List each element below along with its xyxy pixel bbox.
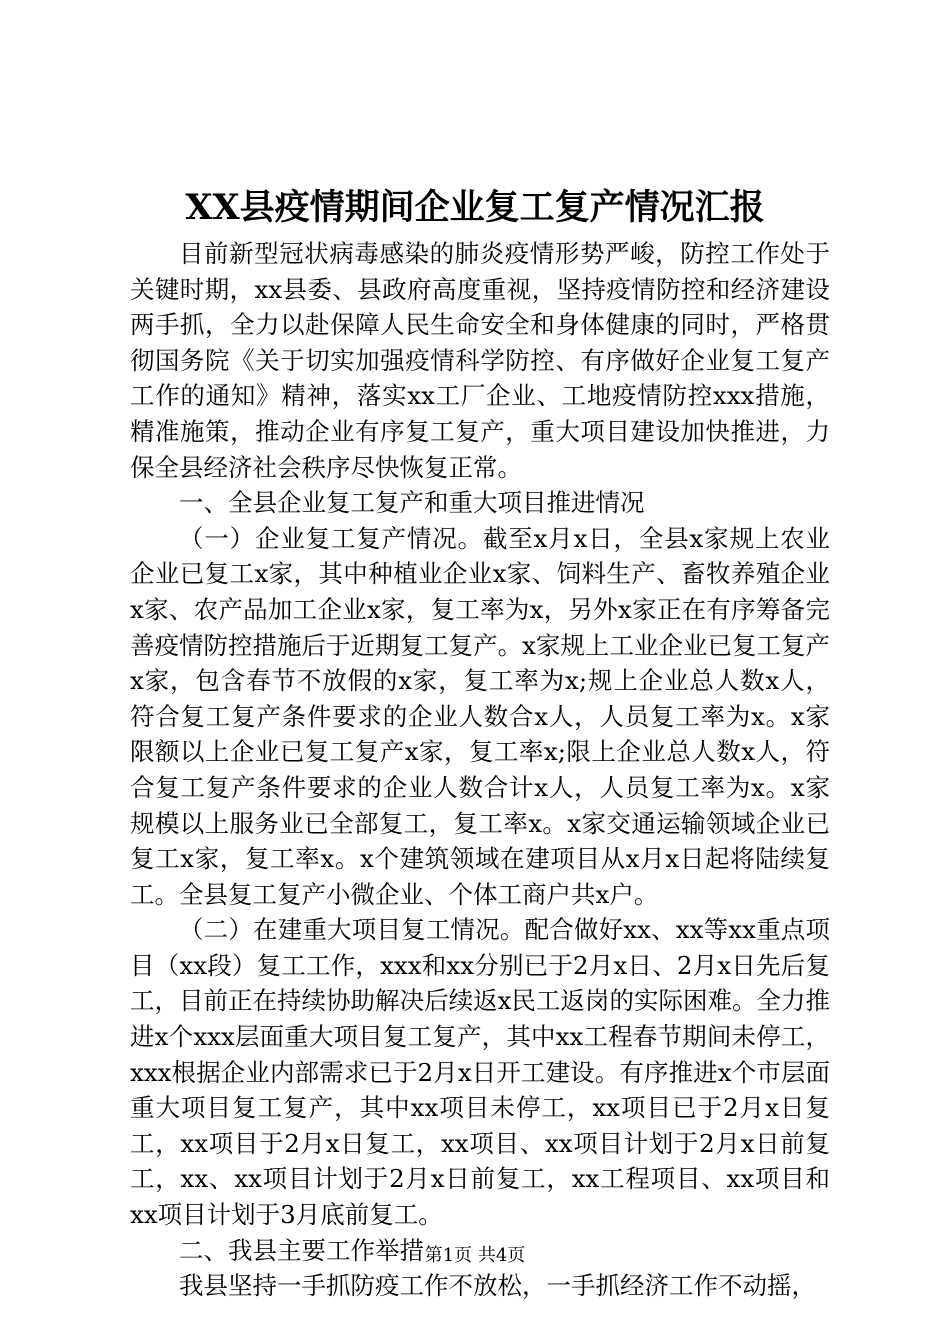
section-heading-2: 二、我县主要工作举措 [179,1235,424,1265]
page-footer: 第1页 共4页 [424,1245,526,1266]
document-title: XX县疫情期间企业复工复产情况汇报 [185,187,765,228]
document-body [130,236,830,1304]
section-heading-1: 一、全县企业复工复产和重大项目推进情况 [179,488,645,518]
intro-paragraph: 目前新型冠状病毒感染的肺炎疫情形势严峻，防控工作处于关键时期，xx县委、县政府高度重视，坚持疫情防控和经济建设两手抓，全力以赴保障人民生命安全和身体健康的同时，严格贯彻国务院《关于切实加强疫情科学防控、有序做好企业复工复产工作的通知》精神，落实xx工厂企业、工地疫情防控xxx措施，精准施策，推动企业有序复工复产，重大项目建设加快推进，力保全县经济社会秩序尽快恢复正常。 [130,239,830,482]
subsection-paragraph-1: （一）企业复工复产情况。截至x月x日，全县x家规上农业企业已复工x家，其中种植业企业x家、饲料生产、畜牧养殖企业x家、农产品加工企业x家，复工率为x，另外x家正在有序筹备完善疫情防控措施后于近期复工复产。x家规上工业企业已复工复产x家，包含春节不放假的x家，复工率为x;规上企业总人数x人，符合复工复产条件要求的企业人数合x人，人员复工率为x。x家限额以上企业已复工复产x家，复工率x;限上企业总人数x人，符合复工复产条件要求的企业人数合计x人，人员复工率为x。x家规模以上服务业已全部复工，复工率x。x家交通运输领域企业已复工x家，复工率x。x个建筑领域在建项目从x月x日起将陆续复工。全县复工复产小微企业、个体工商户共x户。 [130,523,830,909]
subsection-paragraph-2: （二）在建重大项目复工情况。配合做好xx、xx等xx重点项目（xx段）复工工作，xxx和xx分别已于2月x日、2月x日先后复工，目前正在持续协助解决后续返x民工返岗的实际困难。全力推进x个xxx层面重大项目复工复产，其中xx工程春节期间未停工，xxx根据企业内部需求已于2月x日开工建设。有序推进x个市层面重大项目复工复产，其中xx项目未停工，xx项目已于2月x日复工，xx项目于2月x日复工，xx项目、xx项目计划于2月x日前复工，xx、xx项目计划于2月x日前复工，xx工程项目、xx项目和xx项目计划于3月底前复工。 [130,915,830,1230]
closing-paragraph: 我县坚持一手抓防疫工作不放松，一手抓经济工作不动摇， [179,1271,816,1301]
